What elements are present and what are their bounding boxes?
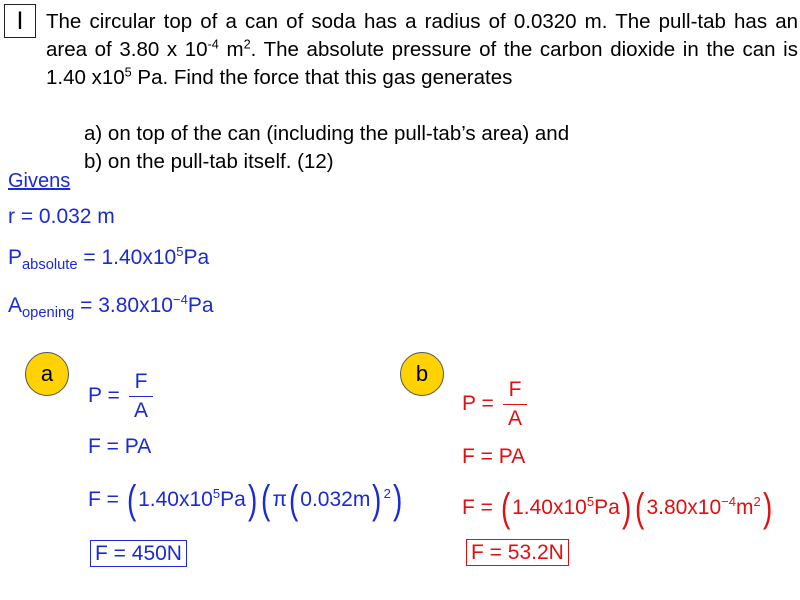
b-open-paren-2: ( bbox=[635, 486, 645, 530]
given-area bbox=[8, 292, 214, 322]
b-open-paren-1: ( bbox=[500, 486, 511, 530]
area-unit: Pa bbox=[187, 294, 214, 317]
pressure-symbol: P bbox=[8, 246, 23, 269]
b-result bbox=[466, 541, 569, 565]
problem-text-4: Pa. Find the force that this gas generates bbox=[131, 66, 513, 89]
a-result-box: F = 450N bbox=[90, 540, 187, 567]
given-pressure bbox=[8, 244, 210, 274]
b-sub-pressure-exp: 5 bbox=[586, 494, 595, 510]
b-sub-area-unit: m bbox=[736, 496, 754, 519]
part-b-text: b) on the pull-tab itself. (12) bbox=[84, 150, 334, 173]
pressure-unit: Pa bbox=[183, 246, 210, 269]
a-fraction bbox=[129, 370, 154, 423]
b-sub-area-unit-exp: 2 bbox=[753, 494, 761, 510]
b-close-paren-2: ) bbox=[762, 486, 773, 530]
a-sub-radius: 0.032m bbox=[300, 488, 371, 511]
b-sub-area-exp: −4 bbox=[721, 494, 737, 510]
b-sub-lhs: F = bbox=[462, 496, 493, 519]
a-sub-pressure-exp: 5 bbox=[212, 486, 221, 502]
b-sub-pressure-unit: Pa bbox=[594, 496, 620, 519]
b-fraction bbox=[503, 378, 528, 431]
a-open-paren-1: ( bbox=[126, 478, 137, 522]
part-b-marker bbox=[400, 352, 444, 396]
a-fraction-numerator: F bbox=[129, 370, 154, 397]
problem-text-2: m bbox=[218, 38, 244, 61]
b-sub-area: 3.80x10 bbox=[646, 496, 722, 519]
a-sub-lhs: F = bbox=[88, 488, 119, 511]
a-sub-square: 2 bbox=[383, 486, 391, 502]
pressure-subscript: absolute bbox=[22, 257, 78, 274]
part-a-text: a) on top of the can (including the pull-tab’s area) and bbox=[84, 122, 570, 145]
a-fraction-denominator: A bbox=[133, 399, 148, 422]
problem-statement bbox=[46, 8, 798, 92]
a-close-paren-2: ) bbox=[392, 478, 403, 522]
b-sub-pressure: 1.40x10 bbox=[512, 496, 587, 519]
b-fraction-denominator: A bbox=[507, 407, 522, 430]
a-open-paren-2: ( bbox=[261, 478, 271, 522]
pressure-value: = 1.40x10 bbox=[77, 246, 177, 269]
part-a-label: a bbox=[40, 361, 54, 386]
a-result bbox=[90, 542, 187, 566]
a-close-paren-3: ) bbox=[372, 478, 382, 522]
b-force-equation: F = PA bbox=[462, 445, 526, 468]
b-p-lhs: P = bbox=[462, 392, 494, 416]
area-symbol: A bbox=[8, 294, 23, 317]
given-radius: r = 0.032 m bbox=[8, 205, 115, 228]
givens-heading: Givens bbox=[8, 170, 71, 192]
b-pressure-definition bbox=[462, 378, 530, 431]
a-close-paren-1: ) bbox=[247, 478, 258, 522]
problem-number: I bbox=[16, 7, 24, 35]
a-force-substitution bbox=[88, 478, 404, 523]
part-b-label: b bbox=[415, 361, 429, 386]
a-p-lhs: P = bbox=[88, 384, 120, 408]
problem-text-3: . The absolute pressure of the carbon dioxide in the can is 1.40 x10 bbox=[46, 38, 798, 89]
b-result-box: F = 53.2N bbox=[466, 539, 569, 566]
area-unit-exponent: 2 bbox=[243, 36, 251, 52]
a-sub-pi: π bbox=[272, 488, 287, 511]
a-pressure-definition bbox=[88, 370, 156, 423]
problem-text bbox=[46, 8, 798, 92]
area-exponent: -4 bbox=[207, 36, 219, 52]
a-sub-pressure-unit: Pa bbox=[220, 488, 246, 511]
a-sub-pressure: 1.40x10 bbox=[138, 488, 213, 511]
pressure-exponent-given: 5 bbox=[176, 244, 184, 260]
b-force-substitution bbox=[462, 486, 800, 531]
part-a-marker bbox=[25, 352, 69, 396]
a-force-equation: F = PA bbox=[88, 435, 152, 458]
problem-number-badge bbox=[4, 4, 36, 38]
problem-text-1: The circular top of a can of soda has a radius of 0.0320 m. The pull-tab has an area of 3.80 x 10 bbox=[46, 10, 798, 61]
b-fraction-numerator: F bbox=[503, 378, 528, 405]
area-exponent-given: −4 bbox=[172, 292, 188, 308]
b-close-paren-1: ) bbox=[621, 486, 632, 530]
a-open-paren-3: ( bbox=[288, 478, 299, 522]
pressure-exponent: 5 bbox=[124, 64, 132, 80]
area-subscript: opening bbox=[22, 305, 75, 322]
area-value: = 3.80x10 bbox=[74, 294, 173, 317]
